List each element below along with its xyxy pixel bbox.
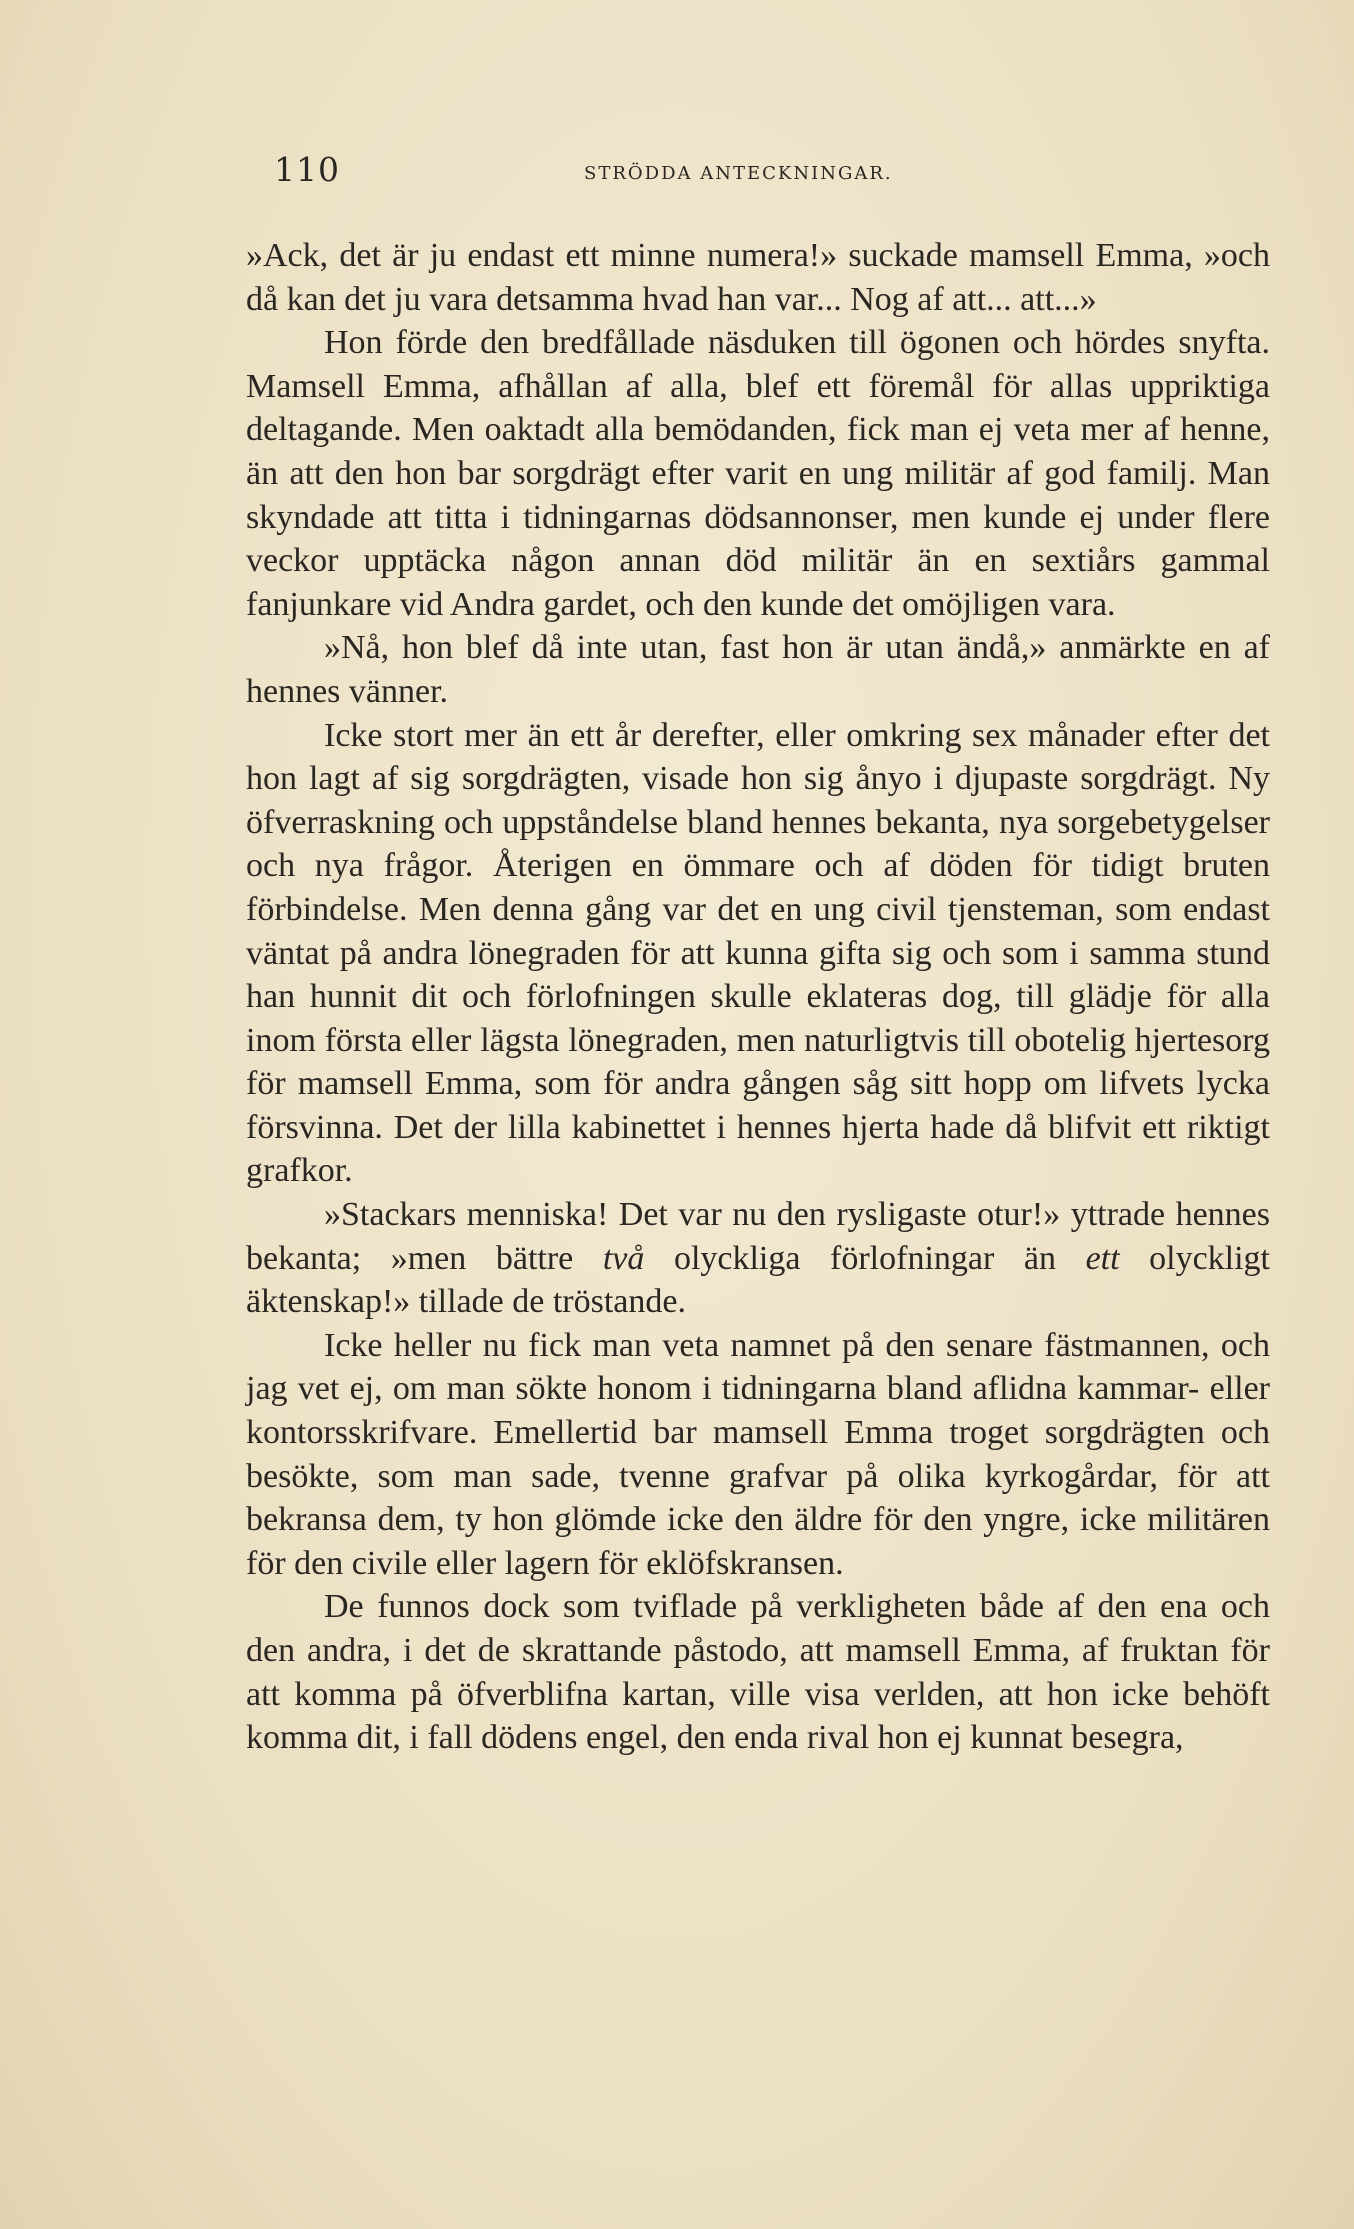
paragraph: Icke stort mer än ett år derefter, eller omkring sex månader efter det hon lagt af sig sorgdrägten, visade hon sig ånyo i djupaste sorgdrägt. Ny öfverraskning och uppståndelse bland hennes bekanta, nya sorgebetygelser och nya frågor. Återigen en ömmare och af döden för tidigt bruten förbindelse. Men denna gång var det en ung civil tjensteman, som endast väntat på andra lönegraden för att kunna gifta sig och som i samma stund han hunnit dit och förlofningen skulle eklateras dog, till glädje för alla inom första eller lägsta lönegraden, men naturligtvis till obotelig hjertesorg för mamsell Emma, som för andra gången såg sitt hopp om lifvets lycka försvinna. Det der lilla kabinettet i hennes hjerta hade då blifvit ett riktigt grafkor.: [246, 716, 1270, 1190]
paragraph: »Nå, hon blef då inte utan, fast hon är utan ändå,» anmärkte en af hennes vänner.: [246, 629, 1270, 710]
body-text: [246, 234, 1270, 1760]
page-header: [246, 150, 1270, 206]
paragraph: De funnos dock som tviflade på verkligheten både af den ena och den andra, i det de skrattande påstodo, att mamsell Emma, af fruktan för att komma på öfverblifna kartan, ville visa verlden, att hon icke behöft komma dit, i fall dödens engel, den enda rival hon ej kunnat besegra,: [246, 1588, 1270, 1757]
emphasis: ett: [1085, 1239, 1120, 1277]
paragraph: Hon förde den bredfållade näsduken till ögonen och hördes snyfta. Mamsell Emma, afhållan af alla, blef ett föremål för allas uppriktiga deltagande. Men oaktadt alla bemödanden, fick man ej veta mer af henne, än att den hon bar sorgdrägt efter varit en ung militär af god familj. Man skyndade att titta i tidningarnas dödsannonser, men kunde ej under flere veckor upptäcka någon annan död militär än en sextiårs gammal fanjunkare vid Andra gardet, och den kunde det omöjligen vara.: [246, 324, 1270, 623]
paragraph: »Ack, det är ju endast ett minne numera!» suckade mamsell Emma, »och då kan det ju vara detsamma hvad han var... Nog af att... att...»: [246, 237, 1270, 318]
paragraph: »Stackars menniska! Det var nu den rysligaste otur!» yttrade hennes bekanta; »men bättre två olyckliga förlofningar än ett olyckligt äktenskap!» tillade de tröstande.: [246, 1196, 1270, 1321]
page-number: 110: [274, 150, 340, 189]
running-title: STRÖDDA ANTECKNINGAR.: [584, 163, 893, 184]
paragraph: Icke heller nu fick man veta namnet på den senare fästmannen, och jag vet ej, om man sökte honom i tidningarna bland aflidna kammar- eller kontorsskrifvare. Emellertid bar mamsell Emma troget sorgdrägten och besökte, som man sade, tvenne grafvar på olika kyrkogårdar, för att bekransa dem, ty hon glömde icke den äldre för den yngre, icke militären för den civile eller lagern för eklöfskransen.: [246, 1326, 1270, 1582]
book-page: [246, 150, 1270, 1760]
emphasis: två: [602, 1239, 645, 1277]
